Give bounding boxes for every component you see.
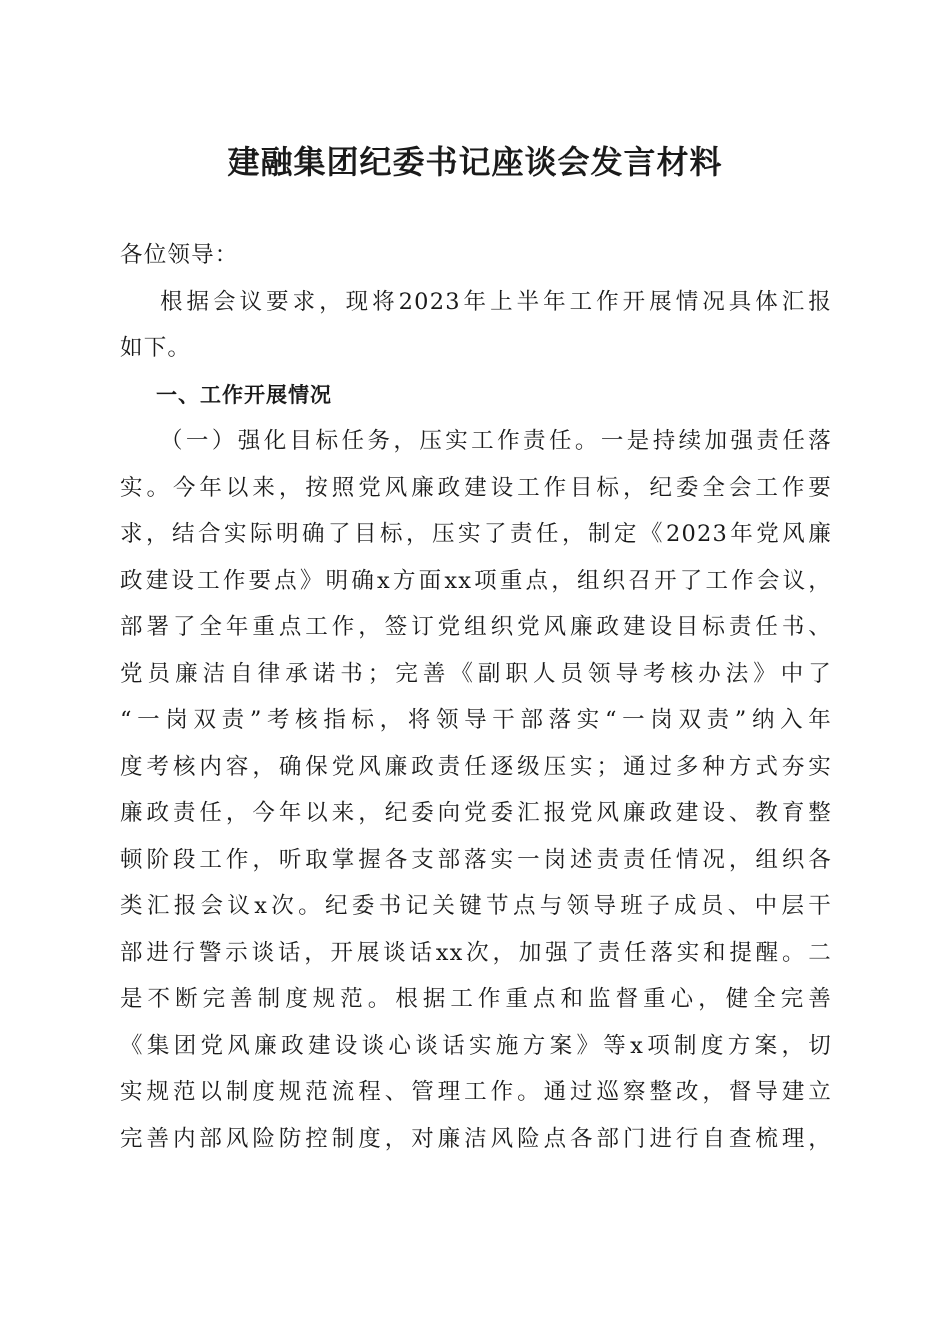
paragraph-line: “一岗双责”考核指标，将领导干部落实“一岗双责”纳入年: [120, 707, 832, 733]
paragraph-line: 部署了全年重点工作，签订党组织党风廉政建设目标责任书、: [120, 614, 832, 640]
section-heading: 一、工作开展情况: [156, 382, 332, 407]
paragraph-line: 实。今年以来，按照党风廉政建设工作目标，纪委全会工作要: [120, 474, 832, 501]
paragraph-line: 政建设工作要点》明确x方面xx项重点，组织召开了工作会议，: [120, 567, 832, 594]
paragraph-line: 廉政责任，今年以来，纪委向党委汇报党风廉政建设、教育整: [120, 800, 832, 826]
paragraph-line: 顿阶段工作，听取掌握各支部落实一岗述责责任情况，组织各: [120, 846, 832, 873]
paragraph-line: 《集团党风廉政建设谈心谈话实施方案》等x项制度方案，切: [120, 1032, 832, 1059]
paragraph-line: 求，结合实际明确了目标，压实了责任，制定《2023年党风廉: [120, 521, 832, 547]
document-title: 建融集团纪委书记座谈会发言材料: [227, 143, 723, 181]
intro-line: 如下。: [120, 335, 192, 361]
document-body: [120, 232, 832, 1162]
intro-line: 根据会议要求，现将2023年上半年工作开展情况具体汇报: [160, 288, 832, 315]
paragraph-line: （一）强化目标任务，压实工作责任。一是持续加强责任落: [160, 428, 832, 454]
paragraph-line: 类汇报会议x次。纪委书记关键节点与领导班子成员、中层干: [120, 893, 832, 919]
paragraph-line: 完善内部风险防控制度，对廉洁风险点各部门进行自查梳理，: [120, 1125, 832, 1152]
paragraph-line: 是不断完善制度规范。根据工作重点和监督重心，健全完善: [120, 986, 832, 1012]
paragraph-line: 党员廉洁自律承诺书；完善《副职人员领导考核办法》中了: [120, 660, 832, 687]
paragraph-line: 度考核内容，确保党风廉政责任逐级压实；通过多种方式夯实: [120, 753, 832, 780]
salutation: 各位领导：: [120, 242, 239, 268]
paragraph-line: 实规范以制度规范流程、管理工作。通过巡察整改，督导建立: [120, 1079, 832, 1105]
paragraph-line: 部进行警示谈话，开展谈话xx次，加强了责任落实和提醒。二: [120, 939, 832, 966]
